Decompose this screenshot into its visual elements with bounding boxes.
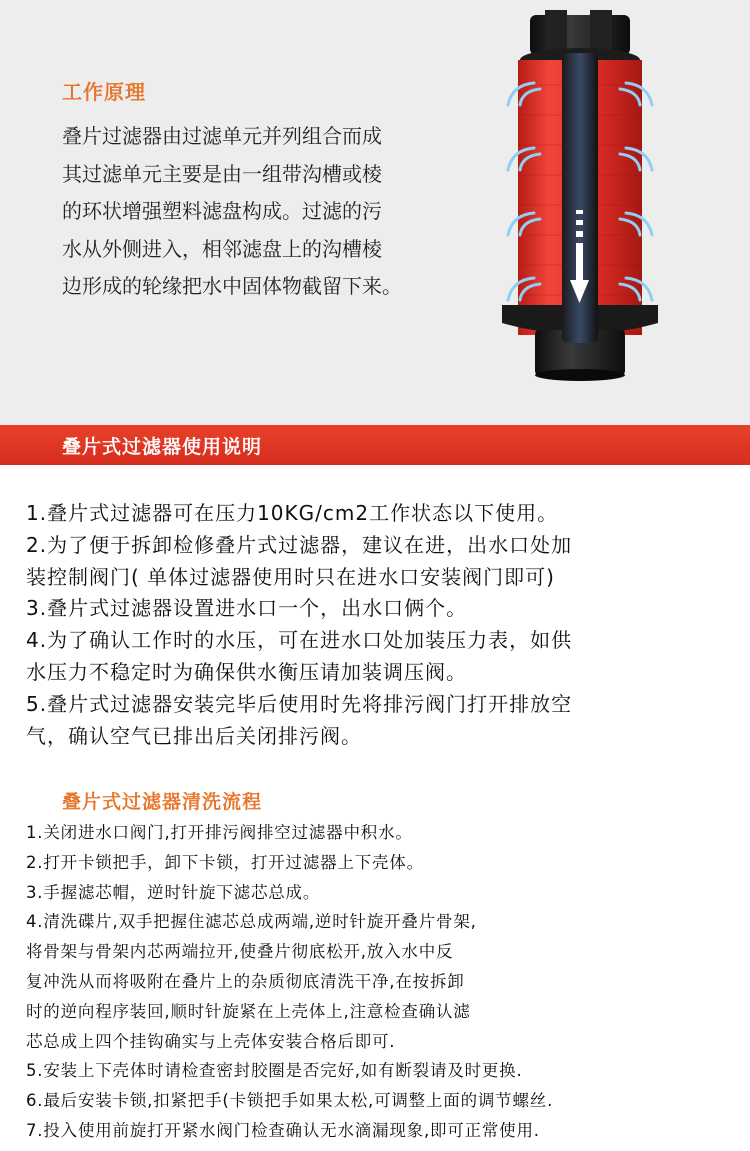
principle-line: 叠片过滤器由过滤单元并列组合而成 (62, 124, 382, 148)
usage-line: 水压力不稳定时为确保供水衡压请加装调压阀。 (26, 659, 467, 684)
principle-title: 工作原理 (62, 80, 146, 104)
cleaning-line: 4.清洗碟片,双手把握住滤芯总成两端,逆时针旋开叠片骨架, (26, 912, 477, 932)
cleaning-line: 将骨架与骨架内芯两端拉开,使叠片彻底松开,放入水中反 (26, 942, 454, 962)
usage-line: 4.为了确认工作时的水压，可在进水口处加装压力表，如供 (26, 628, 573, 653)
cleaning-line: 6.最后安装卡锁,扣紧把手(卡锁把手如果太松,可调整上面的调节螺丝. (26, 1091, 554, 1111)
principle-line: 其过滤单元主要是由一组带沟槽或棱 (62, 161, 382, 186)
usage-line: 气，确认空气已排出后关闭排污阀。 (26, 723, 362, 748)
usage-title: 叠片式过滤器使用说明 (62, 436, 263, 458)
usage-line: 1.叠片式过滤器可在压力10KG/cm2工作状态以下使用。 (26, 501, 559, 525)
principle-line: 的环状增强塑料滤盘构成。过滤的污 (62, 199, 382, 223)
cleaning-line: 3.手握滤芯帽，逆时针旋下滤芯总成。 (26, 882, 321, 902)
principle-line: 水从外侧进入，相邻滤盘上的沟槽棱 (62, 236, 382, 261)
disc-filter-cutaway-icon (490, 5, 670, 395)
usage-line: 3.叠片式过滤器设置进水口一个，出水口俩个。 (26, 596, 468, 621)
cleaning-line: 7.投入使用前旋打开紧水阀门检查确认无水滴漏现象,即可正常使用. (26, 1120, 540, 1140)
cleaning-line: 芯总成上四个挂钩确实与上壳体安装合格后即可. (26, 1031, 396, 1051)
cleaning-line: 时的逆向程序装回,顺时针旋紧在上壳体上,注意检查确认滤 (26, 1001, 471, 1021)
cleaning-line: 1.关闭进水口阀门,打开排污阀排空过滤器中积水。 (26, 823, 413, 842)
usage-list (26, 498, 572, 752)
principle-text (62, 118, 462, 306)
cleaning-list (26, 818, 553, 1146)
cleaning-line: 复冲洗从而将吸附在叠片上的杂质彻底清洗干净,在按拆卸 (26, 971, 465, 991)
cleaning-title: 叠片式过滤器清洗流程 (62, 791, 263, 813)
cleaning-line: 5.安装上下壳体时请检查密封胶圈是否完好,如有断裂请及时更换. (26, 1061, 523, 1081)
usage-line: 2.为了便于拆卸检修叠片式过滤器，建议在进，出水口处加 (26, 532, 573, 557)
principle-line: 边形成的轮缘把水中固体物截留下来。 (62, 274, 402, 298)
cleaning-line: 2.打开卡锁把手，卸下卡锁，打开过滤器上下壳体。 (26, 852, 424, 872)
usage-line: 5.叠片式过滤器安装完毕后使用时先将排污阀门打开排放空 (26, 691, 573, 716)
usage-line: 装控制阀门( 单体过滤器使用时只在进水口安装阀门即可) (26, 564, 555, 589)
